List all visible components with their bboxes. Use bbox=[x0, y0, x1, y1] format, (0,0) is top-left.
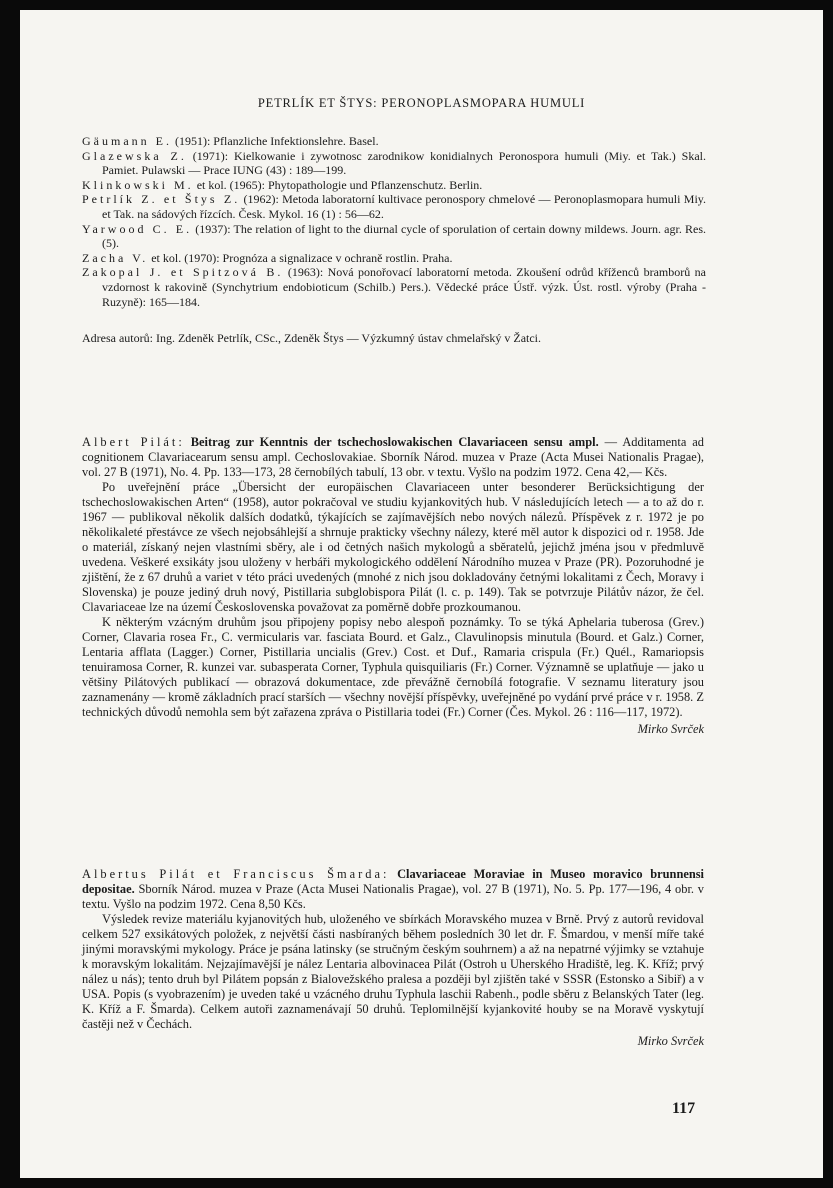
review-title: Clavariaceae Moraviae in Museo moravico brunnensi depositae. bbox=[82, 867, 704, 896]
reference-text: (1971): Kielkowanie i zywotnosc zarodnikow konidialnych Peronospora humuli (Miy. et Tak.) Skal. Pamiet. Pulawski — Prace IUNG (43) : 189—199. bbox=[102, 148, 706, 178]
review-author: Albert Pilát: bbox=[82, 435, 185, 449]
reference-text: (1937): The relation of light to the diurnal cycle of sporulation of certain downy mildews. Journ. agr. Res. (5). bbox=[102, 221, 706, 251]
running-header: PETRLÍK ET ŠTYS: PERONOPLASMOPARA HUMULI bbox=[257, 96, 586, 110]
reference-author: Zakopal J. et Spitzová B. bbox=[82, 265, 284, 280]
reference-author: Glazewska Z. bbox=[82, 148, 187, 163]
reference-item bbox=[82, 134, 706, 149]
reference-text: (1963): Nová ponořovací laboratorní metoda. Zkoušení odrůd kříženců bramborů na vzdornost k rakovině (Synchytrium endobioticum (Schilb.) Pers.). Vědecké práce Ústř. výzk. Úst. rostl. výroby (Praha - Ruzyně): 165—184. bbox=[102, 265, 706, 309]
document-page bbox=[20, 10, 823, 1178]
reference-item bbox=[82, 192, 706, 221]
reference-item bbox=[82, 222, 706, 251]
page-number: 117 bbox=[672, 1100, 696, 1117]
reference-item bbox=[82, 178, 706, 193]
review-article bbox=[82, 435, 704, 737]
reference-text: (1951): Pflanzliche Infektionslehre. Basel. bbox=[171, 134, 379, 148]
reference-text: (1962): Metoda laboratorní kultivace peronospory chmelové — Peronoplasmopara humuli Miy. et Tak. na sádových řízcích. Česk. Mykol. 16 (1) : 56—62. bbox=[102, 192, 706, 221]
reviewer-signature: Mirko Svrček bbox=[637, 722, 704, 736]
review-bibliography: Sborník Národ. muzea v Praze (Acta Musei Nationalis Pragae), vol. 27 B (1971), No. 5. Pp. 177—196, 4 obr. v textu. Vyšlo na podzim 1972. Cena 8,50 Kčs. bbox=[82, 882, 704, 911]
review-paragraph: Po uveřejnění práce „Übersicht der europäischen Clavariaceen unter besonderer Berücksichtigung der tschechoslowakischen Arten“ (1958), autor pokračoval ve studiu kyjankovitých hub. V následujících letech — a to až do r. 1967 — publikoval několik dalších dodatků, týkajících se zajímavějších nebo nových nálezů. Příspěvek z r. 1972 je po několikaleté přestávce ze všech nejobsáhlejší a shrnuje prakticky všechny nálezy, které měl autor k dispozici od r. 1958. Jde o materiál, získaný nejen vlastními sběry, ale i od četných našich mykologů a sběratelů, jejichž jména jsou v předmluvě uvedena. Veškeré exsikáty jsou uloženy v herbáři mykologického oddělení Národního muzea v Praze (PR). Pozoruhodné je zjištění, že z 67 druhů a variet v této práci uvedených (mnohé z nich jsou dokladovány četnými lokalitami z Čech, Moravy i Slovenska) je pouze jediný druh nový, Pistillaria subglobispora Pilát (l. c. p. 149). Tak se potvrzuje Pilátův názor, že čel. Clavariaceae lze na území Československa považovat za poměrně dobře prozkoumanou. bbox=[82, 480, 704, 614]
reference-author: Gäumann E. bbox=[82, 134, 172, 148]
review-author: Albertus Pilát et Franciscus Šmarda: bbox=[82, 867, 390, 881]
review-bibliography: — Additamenta ad cognitionem Clavariacearum sensu ampl. Cechoslovakiae. Sborník Národ. muzea v Praze (Acta Musei Nationalis Pragae), vol. 27 B (1971), No. 4. Pp. 133—173, 28 černobílých tabulí, 13 obr. v textu. Vyšlo na podzim 1972. Cena 42,— Kčs. bbox=[82, 435, 704, 479]
reference-author: Yarwood C. E. bbox=[82, 221, 193, 236]
reference-text: et kol. (1970): Prognóza a signalizace v ochraně rostlin. Praha. bbox=[148, 250, 453, 265]
review-heading bbox=[82, 435, 704, 480]
reference-author: Zacha V. bbox=[82, 250, 149, 265]
review-title: Beitrag zur Kenntnis der tschechoslowakischen Clavariaceen sensu ampl. bbox=[190, 435, 599, 449]
review-paragraph: Výsledek revize materiálu kyjanovitých hub, uloženého ve sbírkách Moravského muzea v Brně. Prvý z autorů revidoval celkem 527 exsikátových položek, z největší části nasbíraných během posledních 30 let dr. F. Šmardou, v menší míře také jinými moravskými mykology. Práce je psána latinsky (se stručným českým souhrnem) a až na nepatrné výjimky se vztahuje k moravským lokalitám. Nejzajímavější je nález Lentaria albovinacea Pilát (Ostroh u Uherského Hradiště, leg. K. Kříž; prvý nález u nás); tento druh byl Pilátem popsán z Bialovežského pralesa a později byl zjištěn také v SSSR (Estonsko a Sibiř) a v USA. Popis (s vyobrazením) je uveden také u vzácného druhu Typhula laschii Rabenh., podle sběru z Belanských Tater (leg. K. Kříž a F. Šmarda). Celkem autoři zaznamenávají 50 druhů. Teplomilnější kyjankovité houby se na Moravě vyskytují častěji než v Čechách. bbox=[82, 912, 704, 1031]
reference-item bbox=[82, 251, 706, 266]
reference-item bbox=[82, 265, 706, 309]
author-address: Adresa autorů: Ing. Zdeněk Petrlík, CSc., Zdeněk Štys — Výzkumný ústav chmelařský v Žatci. bbox=[82, 331, 542, 345]
review-paragraph: K některým vzácným druhům jsou připojeny popisy nebo alespoň poznámky. To se týká Aphelaria tuberosa (Grev.) Corner, Clavaria rosea Fr., C. vermicularis var. fasciata Bourd. et Galz., Clavulinopsis minutula (Bourd. et Galz.) Corner, Lentaria afflata (Lagger.) Corner, Pistillaria uncialis (Grev.) Cost. et Duf., Ramaria crispula (Fr.) Quél., Ramariopsis tenuiramosa Corner, R. kunzei var. subasperata Corner, Typhula quisquiliaris (Fr.) Corner. Významně se uplatňuje — jako u většiny Pilátových publikací — obrazová dokumentace, zde převážně černobílá fotografie. V seznamu literatury jsou zaznamenány — kromě základních prací starších — všechny novější příspěvky, uveřejněné po vydání prvé práce v r. 1958. Z technických důvodů nemohla sem být zařazena zpráva o Pistillaria todei (Fr.) Corner (Čes. Mykol. 26 : 116—117, 1972). bbox=[82, 615, 704, 719]
reference-author: Klinkowski M. bbox=[82, 177, 194, 192]
reference-list bbox=[82, 134, 706, 309]
reference-author: Petrlík Z. et Štys Z. bbox=[82, 192, 241, 207]
reviewer-signature: Mirko Svrček bbox=[637, 1034, 704, 1048]
reference-text: et kol. (1965): Phytopathologie und Pflanzenschutz. Berlin. bbox=[193, 177, 483, 192]
reference-item bbox=[82, 149, 706, 178]
review-article bbox=[82, 867, 704, 1049]
review-heading bbox=[82, 867, 704, 912]
